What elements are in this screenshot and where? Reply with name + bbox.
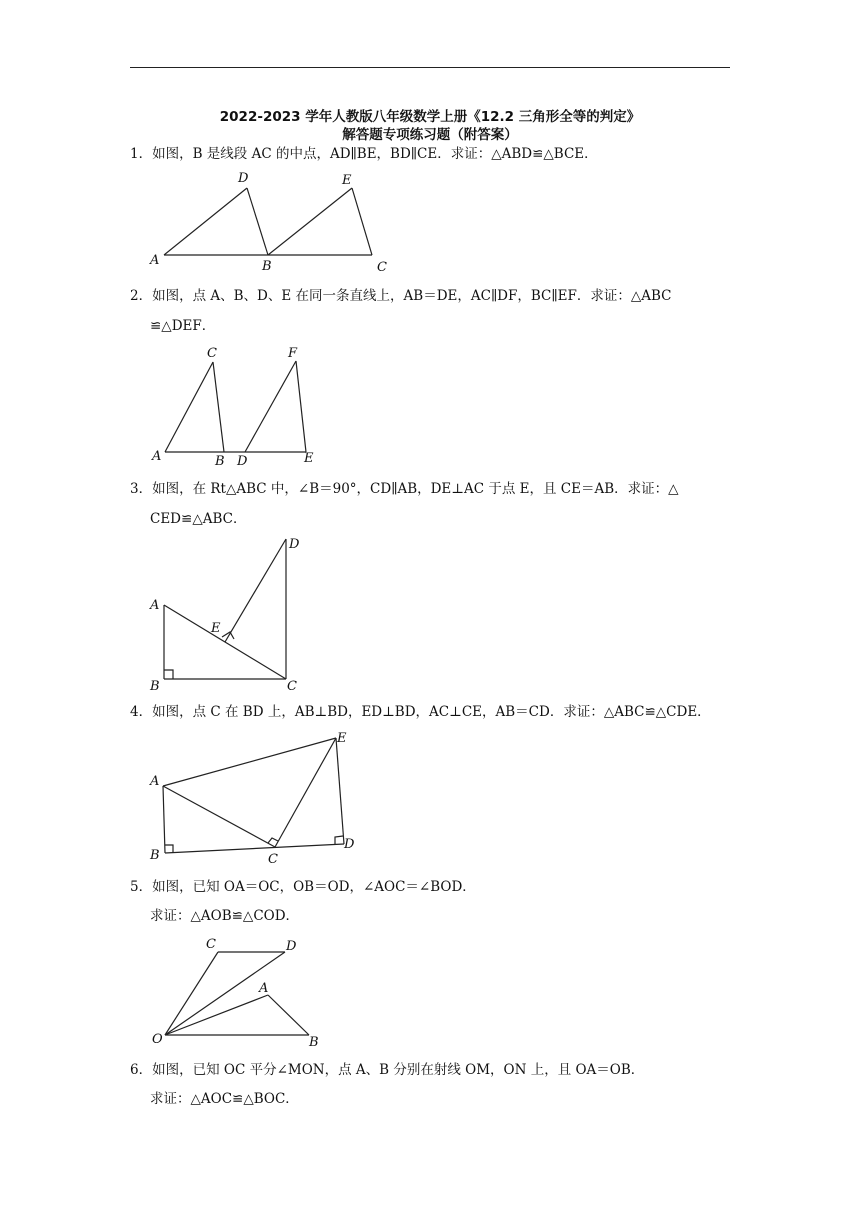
segment-ab	[268, 995, 309, 1035]
label-d: D	[237, 454, 248, 469]
segment-db	[247, 188, 268, 255]
label-c: C	[377, 260, 387, 275]
problem-5-figure	[145, 930, 330, 1050]
problem-5-text-line-2: 求证：△AOB≌△COD．	[150, 908, 300, 924]
label-b: B	[215, 454, 225, 469]
label-o: O	[152, 1032, 163, 1047]
segment-ec	[352, 188, 372, 255]
label-f: F	[288, 346, 298, 361]
problem-3-text-line-2: CED≌△ABC．	[150, 511, 247, 527]
problem-5-text-line-1: 5．如图，已知 OA＝OC，OB＝OD，∠AOC＝∠BOD．	[130, 879, 476, 895]
label-c: C	[206, 937, 216, 952]
segment-de	[225, 539, 286, 642]
problem-3-text-line-1: 3．如图，在 Rt△ABC 中，∠B＝90°，CD∥AB，DE⊥AC 于点 E，且 CE＝AB．求证：△	[130, 481, 679, 497]
segment-ab	[163, 786, 165, 853]
label-b: B	[150, 848, 160, 863]
segment-de	[336, 738, 344, 844]
label-a: A	[152, 449, 162, 464]
segment-ce	[275, 738, 336, 847]
label-e: E	[304, 451, 314, 466]
segment-ad	[164, 188, 247, 255]
label-d: D	[238, 171, 249, 186]
label-e: E	[211, 621, 221, 636]
label-a: A	[259, 981, 269, 996]
header-rule	[130, 67, 730, 68]
right-angle-c	[268, 838, 278, 843]
problem-4-text: 4．如图，点 C 在 BD 上，AB⊥BD，ED⊥BD，AC⊥CE，AB＝CD．求证：△ABC≌△CDE．	[130, 704, 711, 720]
segment-ac	[163, 786, 275, 847]
label-d: D	[344, 837, 355, 852]
problem-1-text: 1．如图，B 是线段 AC 的中点，AD∥BE，BD∥CE．求证：△ABD≌△BCE．	[130, 146, 598, 162]
segment-oc	[165, 952, 218, 1035]
segment-cb	[213, 362, 224, 452]
right-angle-b	[164, 670, 173, 679]
label-b: B	[150, 679, 160, 694]
label-c: C	[287, 679, 297, 694]
right-angle-b	[165, 845, 173, 853]
problem-6-text-line-1: 6．如图，已知 OC 平分∠MON，点 A、B 分别在射线 OM，ON 上，且 OA＝OB．	[130, 1062, 645, 1078]
segment-fe	[296, 361, 306, 452]
label-a: A	[150, 253, 160, 268]
segment-df	[245, 361, 296, 452]
label-c: C	[207, 346, 217, 361]
problem-2-text-line-1: 2．如图，点 A、B、D、E 在同一条直线上，AB＝DE，AC∥DF，BC∥EF．求证：△ABC	[130, 288, 672, 304]
label-b: B	[309, 1035, 319, 1050]
label-e: E	[337, 731, 347, 746]
segment-ac	[165, 362, 213, 452]
document-title: 2022-2023 学年人教版八年级数学上册《12.2 三角形全等的判定》	[219, 109, 641, 125]
problem-2-figure	[145, 340, 335, 470]
segment-oa	[165, 995, 268, 1035]
label-e: E	[342, 173, 352, 188]
label-a: A	[150, 598, 160, 613]
problem-2-text-line-2: ≌△DEF．	[150, 318, 216, 334]
segment-ae	[163, 738, 336, 786]
label-d: D	[289, 537, 300, 552]
problem-1-figure	[140, 165, 400, 280]
segment-be	[268, 188, 352, 255]
problem-4-figure	[140, 725, 365, 870]
label-b: B	[262, 259, 272, 274]
label-d: D	[286, 939, 297, 954]
document-subtitle: 解答题专项练习题（附答案）	[342, 127, 518, 143]
problem-6-text-line-2: 求证：△AOC≌△BOC．	[150, 1091, 299, 1107]
label-a: A	[150, 774, 160, 789]
segment-bd	[165, 844, 344, 853]
label-c: C	[268, 852, 278, 867]
problem-3-figure	[140, 530, 315, 695]
